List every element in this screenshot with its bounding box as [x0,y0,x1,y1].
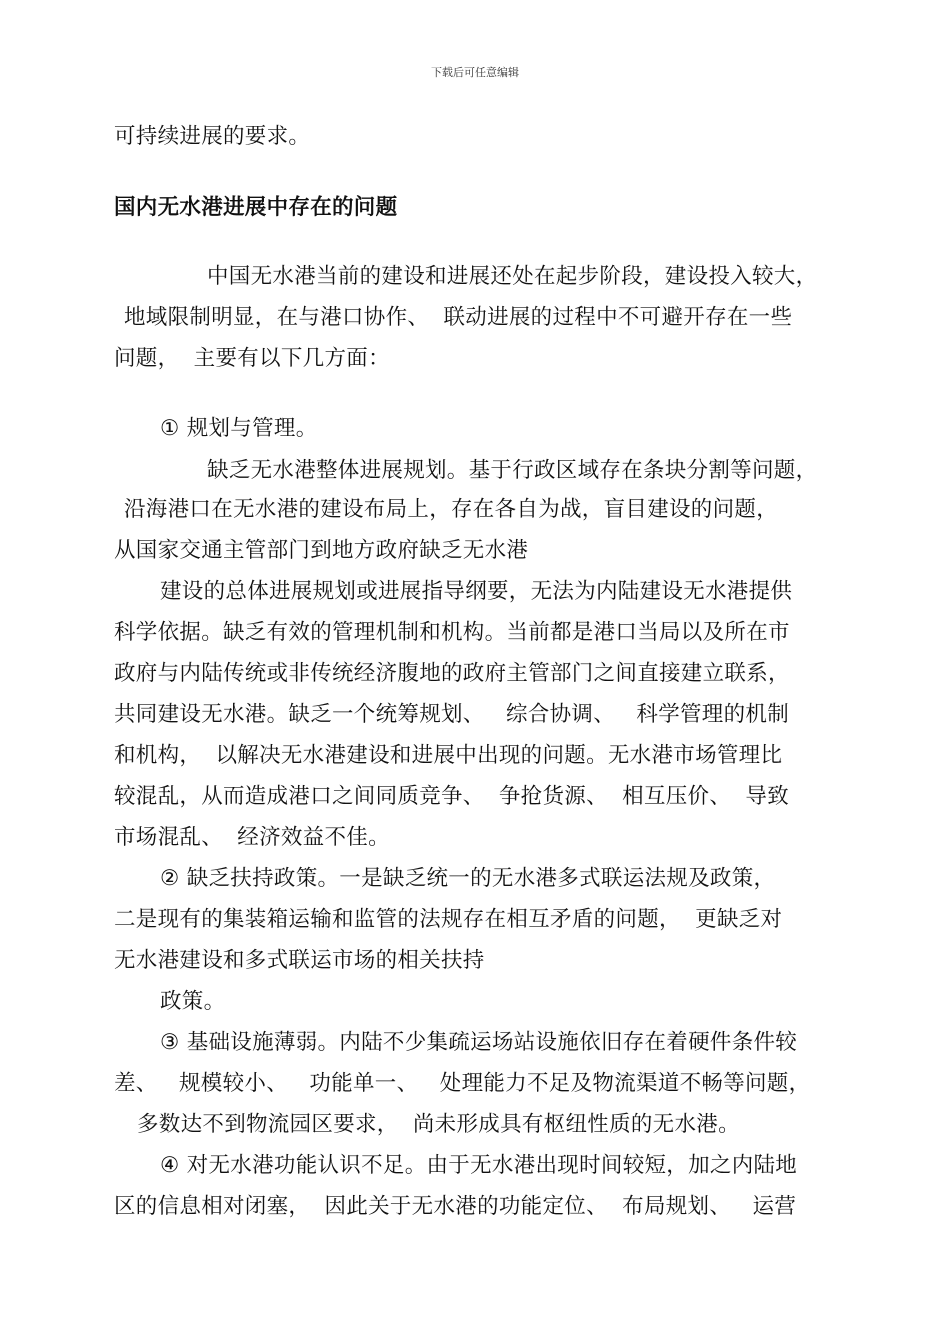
paragraph-line: 二是现有的集装箱运输和监管的法规存在相互矛盾的问题， 更缺乏对 [114,907,783,932]
paragraph-line: 区的信息相对闭塞， 因此关于无水港的功能定位、 布局规划、 运营 [114,1194,797,1219]
paragraph-line: 政府与内陆传统或非传统经济腹地的政府主管部门之间直接建立联系， [114,661,790,686]
paragraph-line: 从国家交通主管部门到地方政府缺乏无水港 [114,538,529,563]
list-item-heading: ① 规划与管理。 [160,416,318,441]
paragraph-line: 和机构， 以解决无水港建设和进展中出现的问题。无水港市场管理比 [114,743,783,768]
paragraph-line: 较混乱，从而造成港口之间同质竞争、 争抢货源、 相互压价、 导致 [114,784,790,809]
paragraph-line: 可持续进展的要求。 [114,124,311,149]
paragraph-line: 中国无水港当前的建设和进展还处在起步阶段，建设投入较大， [207,264,818,289]
paragraph-line: 无水港建设和多式联运市场的相关扶持 [114,948,485,973]
paragraph-line: 沿海港口在无水港的建设布局上，存在各自为战，盲目建设的问题， [124,497,779,522]
paragraph-line: 科学依据。缺乏有效的管理机制和机构。当前都是港口当局以及所在市 [114,620,790,645]
paragraph-line: ④ 对无水港功能认识不足。由于无水港出现时间较短，加之内陆地 [160,1153,798,1178]
paragraph-line: 差、 规模较小、 功能单一、 处理能力不足及物流渠道不畅等问题， [114,1071,811,1096]
paragraph-line: 地域限制明显，在与港口协作、 联动进展的过程中不可避开存在一些 [124,305,793,330]
paragraph-line: ③ 基础设施薄弱。内陆不少集疏运场站设施依旧存在着硬件条件较 [160,1030,798,1055]
page-header-note: 下载后可任意编辑 [431,66,519,79]
paragraph-line: ② 缺乏扶持政策。一是缺乏统一的无水港多式联运法规及政策， [160,866,776,891]
paragraph-line: 市场混乱、 经济效益不佳。 [114,825,390,850]
paragraph-line: 共同建设无水港。缺乏一个统筹规划、 综合协调、 科学管理的机制 [114,702,790,727]
paragraph-line: 多数达不到物流园区要求， 尚未形成具有枢纽性质的无水港。 [137,1112,740,1137]
paragraph-line: 问题， 主要有以下几方面： [114,346,390,371]
paragraph-line: 建设的总体进展规划或进展指导纲要，无法为内陆建设无水港提供 [160,579,793,604]
paragraph-line: 政策。 [160,989,226,1014]
paragraph-line: 缺乏无水港整体进展规划。基于行政区域存在条块分割等问题， [207,458,818,483]
section-heading: 国内无水港进展中存在的问题 [114,195,398,220]
